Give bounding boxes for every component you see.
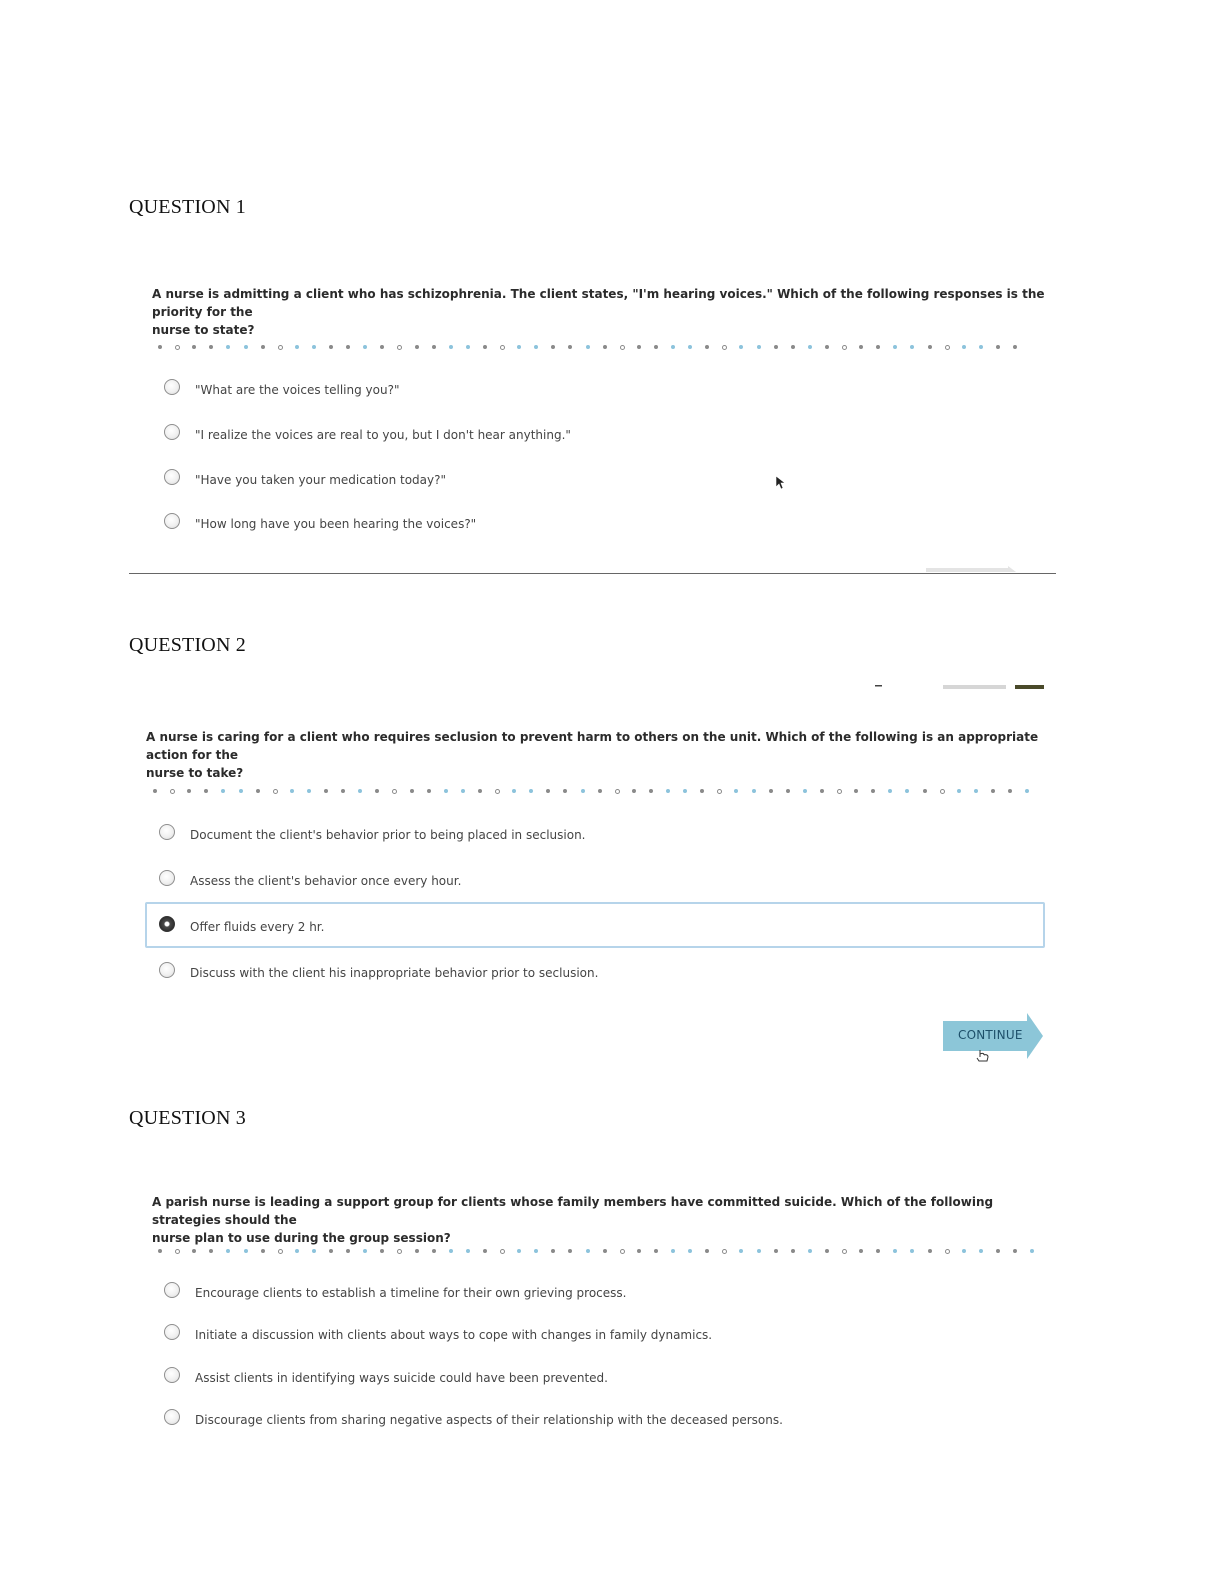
progress-dot <box>688 1249 692 1253</box>
progress-dot <box>791 345 795 349</box>
progress-dot <box>752 789 756 793</box>
progress-dot <box>346 1249 350 1253</box>
mouse-pointer-icon <box>775 475 787 491</box>
progress-dot <box>432 1249 436 1253</box>
progress-dot <box>808 1249 812 1253</box>
question-3-heading: QUESTION 3 <box>129 1107 246 1129</box>
progress-dot <box>945 345 950 350</box>
option-label: Document the client's behavior prior to being placed in seclusion. <box>190 828 586 842</box>
progress-dot <box>905 789 909 793</box>
progress-dot <box>876 1249 880 1253</box>
progress-dot <box>928 1249 932 1253</box>
progress-dot <box>175 1249 180 1254</box>
progress-dot <box>461 789 465 793</box>
progress-dot <box>358 789 362 793</box>
progress-dot <box>551 345 555 349</box>
question-1-prompt-line1: A nurse is admitting a client who has schizophrenia. The client states, "I'm hearing voices." Which of the following responses is the priority for the <box>152 287 1045 319</box>
progress-dot <box>632 789 636 793</box>
progress-dot <box>893 345 897 349</box>
progress-dot <box>449 345 453 349</box>
option-label: "What are the voices telling you?" <box>195 383 400 397</box>
radio-button[interactable] <box>164 1409 180 1425</box>
progress-dot <box>226 345 230 349</box>
progress-dot <box>410 789 414 793</box>
progress-dot <box>170 789 175 794</box>
radio-button-selected[interactable] <box>159 916 175 932</box>
option-label: Assist clients in identifying ways suicide could have been prevented. <box>195 1371 608 1385</box>
progress-dot <box>158 1249 162 1253</box>
progress-dot <box>397 1249 402 1254</box>
progress-dot <box>722 345 727 350</box>
progress-dot <box>859 1249 863 1253</box>
option-label: Discourage clients from sharing negative aspects of their relationship with the deceased persons. <box>195 1413 783 1427</box>
question-1-prompt <box>152 285 1052 339</box>
progress-dot <box>586 345 590 349</box>
progress-dot <box>278 1249 283 1254</box>
progress-dot <box>1008 789 1012 793</box>
progress-dot <box>991 789 995 793</box>
progress-dot <box>517 345 521 349</box>
progress-dot <box>825 1249 829 1253</box>
progress-dot <box>256 789 260 793</box>
progress-dot <box>940 789 945 794</box>
progress-dot <box>517 1249 521 1253</box>
progress-dot <box>427 789 431 793</box>
progress-dot <box>615 789 620 794</box>
progress-dot <box>529 789 533 793</box>
progress-dot <box>774 345 778 349</box>
option-label: Initiate a discussion with clients about ways to cope with changes in family dynamics. <box>195 1328 713 1342</box>
progress-dot <box>586 1249 590 1253</box>
progress-dot <box>226 1249 230 1253</box>
progress-dot <box>945 1249 950 1254</box>
progress-dot <box>204 789 208 793</box>
progress-dot <box>671 1249 675 1253</box>
progress-dot <box>273 789 278 794</box>
progress-dot <box>598 789 602 793</box>
section-divider <box>129 573 1056 574</box>
progress-dot <box>415 345 419 349</box>
progress-dot <box>837 789 842 794</box>
progress-dot <box>786 789 790 793</box>
progress-dot <box>261 345 265 349</box>
progress-dot <box>466 345 470 349</box>
progress-dot <box>962 1249 966 1253</box>
progress-dot <box>495 789 500 794</box>
progress-dot <box>375 789 379 793</box>
progress-dot <box>769 789 773 793</box>
progress-dot <box>221 789 225 793</box>
progress-dot <box>757 345 761 349</box>
progress-dot <box>825 345 829 349</box>
progress-dot <box>1013 345 1017 349</box>
radio-button[interactable] <box>164 469 180 485</box>
progress-dot <box>734 789 738 793</box>
progress-dot <box>478 789 482 793</box>
progress-dot <box>705 1249 709 1253</box>
progress-dot <box>568 345 572 349</box>
radio-button[interactable] <box>164 379 180 395</box>
radio-button[interactable] <box>159 870 175 886</box>
toolbar-fragment <box>875 684 1045 692</box>
progress-dot <box>295 345 299 349</box>
progress-dot <box>551 1249 555 1253</box>
option-label: "How long have you been hearing the voices?" <box>195 517 477 531</box>
progress-dot <box>175 345 180 350</box>
progress-dot <box>209 345 213 349</box>
progress-dot <box>654 1249 658 1253</box>
progress-dot <box>757 1249 761 1253</box>
progress-dot <box>842 1249 847 1254</box>
progress-dot <box>1013 1249 1017 1253</box>
progress-dot <box>444 789 448 793</box>
progress-dot <box>739 345 743 349</box>
progress-dot <box>483 345 487 349</box>
option-label: Discuss with the client his inappropriate behavior prior to seclusion. <box>190 966 599 980</box>
progress-dot <box>876 345 880 349</box>
progress-dot <box>363 345 367 349</box>
progress-dot <box>324 789 328 793</box>
progress-dot <box>295 1249 299 1253</box>
question-3-prompt-line1: A parish nurse is leading a support group for clients whose family members have committed suicide. Which of the following strategies should the <box>152 1195 994 1227</box>
progress-dot <box>483 1249 487 1253</box>
progress-dot <box>290 789 294 793</box>
question-1-heading: QUESTION 1 <box>129 196 246 218</box>
progress-dot <box>996 1249 1000 1253</box>
radio-button[interactable] <box>164 1324 180 1340</box>
progress-dot <box>803 789 807 793</box>
progress-dot <box>683 789 687 793</box>
progress-dot <box>192 345 196 349</box>
progress-dot <box>637 1249 641 1253</box>
progress-dot <box>722 1249 727 1254</box>
progress-dot <box>893 1249 897 1253</box>
progress-dot <box>1030 1249 1034 1253</box>
progress-dot <box>512 789 516 793</box>
radio-button[interactable] <box>164 1282 180 1298</box>
progress-dot <box>666 789 670 793</box>
progress-dot <box>974 789 978 793</box>
progress-dot <box>380 1249 384 1253</box>
progress-dot <box>774 1249 778 1253</box>
progress-dot <box>603 1249 607 1253</box>
radio-button[interactable] <box>164 513 180 529</box>
continue-label: CONTINUE <box>958 1028 1023 1042</box>
radio-button[interactable] <box>159 824 175 840</box>
progress-dot <box>432 345 436 349</box>
question-2-prompt-line1: A nurse is caring for a client who requires seclusion to prevent harm to others on the unit. Which of the following is an appropriate action for the <box>146 730 1039 762</box>
question-3-prompt-line2: nurse plan to use during the group session? <box>152 1231 451 1245</box>
progress-dot <box>928 345 932 349</box>
progress-dot <box>791 1249 795 1253</box>
progress-dot <box>380 345 384 349</box>
radio-button[interactable] <box>164 424 180 440</box>
progress-dot <box>261 1249 265 1253</box>
progress-dot <box>910 345 914 349</box>
progress-dot <box>466 1249 470 1253</box>
question-3-prompt <box>152 1193 1052 1247</box>
option-label: Encourage clients to establish a timeline for their own grieving process. <box>195 1286 627 1300</box>
progress-dot <box>158 345 162 349</box>
progress-dot <box>923 789 927 793</box>
progress-dot <box>842 345 847 350</box>
hand-pointer-icon <box>975 1049 991 1063</box>
progress-dot <box>910 1249 914 1253</box>
question-1-prompt-line2: nurse to state? <box>152 323 255 337</box>
progress-dot <box>979 345 983 349</box>
progress-dot <box>346 345 350 349</box>
progress-dot <box>581 789 585 793</box>
progress-dot <box>534 1249 538 1253</box>
option-label: Offer fluids every 2 hr. <box>190 920 325 934</box>
question-2-prompt-line2: nurse to take? <box>146 766 244 780</box>
progress-dot <box>637 345 641 349</box>
progress-dot <box>546 789 550 793</box>
progress-dot <box>979 1249 983 1253</box>
progress-dot <box>871 789 875 793</box>
progress-dot <box>688 345 692 349</box>
progress-dot <box>957 789 961 793</box>
progress-dot <box>620 345 625 350</box>
progress-dot <box>820 789 824 793</box>
progress-dot <box>603 345 607 349</box>
progress-dot <box>192 1249 196 1253</box>
progress-dot <box>700 789 704 793</box>
radio-button[interactable] <box>164 1367 180 1383</box>
progress-dot <box>534 345 538 349</box>
progress-dot <box>397 345 402 350</box>
progress-dot <box>859 345 863 349</box>
progress-dot <box>307 789 311 793</box>
continue-button[interactable] <box>943 1013 1043 1059</box>
progress-dot <box>312 1249 316 1253</box>
progress-dot <box>996 345 1000 349</box>
question-2-prompt <box>146 728 1056 782</box>
question-2-heading: QUESTION 2 <box>129 634 246 656</box>
progress-dot <box>244 345 248 349</box>
faded-continue-arrow-icon <box>926 566 1016 572</box>
progress-dot <box>654 345 658 349</box>
radio-button[interactable] <box>159 962 175 978</box>
progress-dot <box>244 1249 248 1253</box>
option-label: Assess the client's behavior once every hour. <box>190 874 462 888</box>
progress-dot <box>717 789 722 794</box>
progress-dot <box>568 1249 572 1253</box>
progress-dot <box>341 789 345 793</box>
progress-dot <box>363 1249 367 1253</box>
option-label: "I realize the voices are real to you, but I don't hear anything." <box>195 428 571 442</box>
progress-dot <box>705 345 709 349</box>
progress-dot <box>888 789 892 793</box>
progress-dot <box>649 789 653 793</box>
progress-dot <box>962 345 966 349</box>
progress-dot <box>739 1249 743 1253</box>
progress-dot <box>329 1249 333 1253</box>
progress-dot <box>1025 789 1029 793</box>
progress-dot <box>239 789 243 793</box>
progress-dot <box>620 1249 625 1254</box>
progress-dot <box>153 789 157 793</box>
progress-dot <box>563 789 567 793</box>
progress-dot <box>415 1249 419 1253</box>
progress-dot <box>392 789 397 794</box>
progress-dot <box>187 789 191 793</box>
progress-dot <box>500 345 505 350</box>
progress-dot <box>449 1249 453 1253</box>
progress-dot <box>312 345 316 349</box>
progress-dot <box>278 345 283 350</box>
option-label: "Have you taken your medication today?" <box>195 473 447 487</box>
progress-dot <box>671 345 675 349</box>
progress-dot <box>808 345 812 349</box>
progress-dot <box>854 789 858 793</box>
progress-dot <box>500 1249 505 1254</box>
progress-dot <box>209 1249 213 1253</box>
progress-dot <box>329 345 333 349</box>
